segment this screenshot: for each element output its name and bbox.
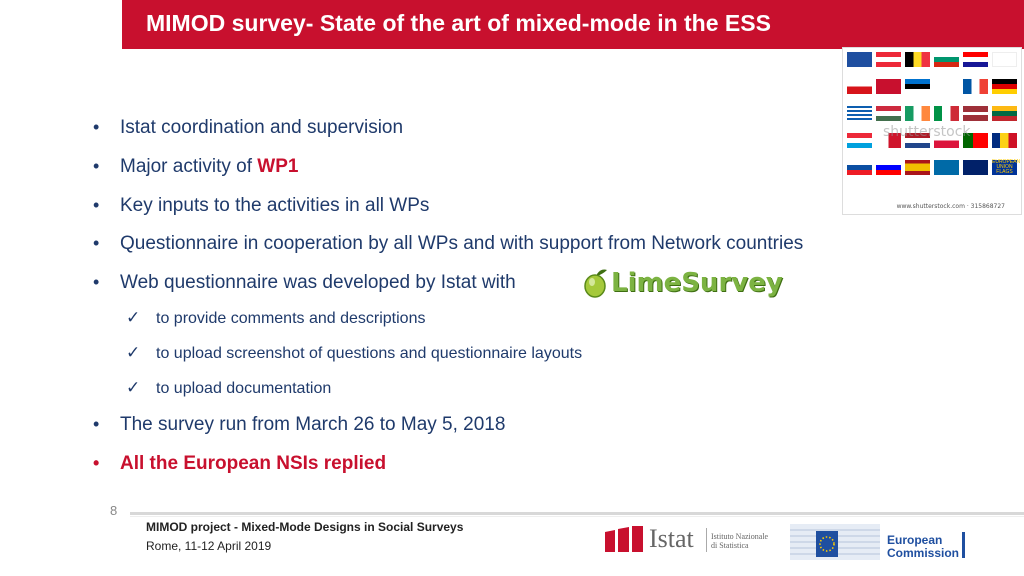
- bullet-dot: •: [93, 453, 100, 473]
- bullet-dot: •: [93, 233, 100, 253]
- flag-eu: [847, 52, 872, 67]
- flag-spain: [905, 160, 930, 175]
- istat-institute: [711, 532, 768, 550]
- flag-germany: [992, 79, 1017, 94]
- flag-slovenia: [876, 160, 901, 175]
- ec-name: [887, 534, 959, 560]
- flag-eu-label: [992, 159, 1021, 175]
- checkmark-icon: ✓: [126, 308, 141, 328]
- bullet-dot: •: [93, 272, 100, 292]
- eu-flag-icon: [816, 531, 838, 557]
- bullet-text: Web questionnaire was developed by Istat with: [120, 272, 516, 293]
- flag-lithuania: [992, 106, 1017, 121]
- bullet-text: All the European NSIs replied: [120, 453, 387, 474]
- footer-project: MIMOD project - Mixed-Mode Designs in Social Surveys: [146, 520, 464, 534]
- ec-accent-bar: [962, 532, 965, 558]
- flag-france: [963, 79, 988, 94]
- flag-denmark: [876, 79, 901, 94]
- footer-divider: [130, 512, 1024, 515]
- eu-stars-icon: [816, 531, 838, 557]
- checkmark-icon: ✓: [126, 378, 141, 398]
- bullet-dot: •: [93, 117, 100, 137]
- flag-ireland: [905, 106, 930, 121]
- flag-austria: [876, 52, 901, 67]
- ec-line2: Commission: [887, 546, 960, 560]
- bullet-dot: •: [93, 414, 100, 434]
- footer-place-date: Rome, 11-12 April 2019: [146, 539, 272, 553]
- european-commission-logo: [790, 516, 970, 560]
- flag-romania: [992, 133, 1017, 148]
- flag-cyprus: [992, 52, 1017, 67]
- flags-caption: www.shutterstock.com · 315868727: [896, 203, 1005, 210]
- lime-icon: [583, 268, 611, 300]
- istat-institute-line1: Istituto Nazionale: [711, 532, 769, 541]
- flag-grid: [847, 52, 1021, 180]
- sub-bullet-text: to upload documentation: [156, 380, 332, 397]
- shutterstock-watermark: shutterstock: [883, 124, 971, 140]
- bullet-text: Questionnaire in cooperation by all WPs and with support from Network countries: [120, 233, 804, 254]
- flag-italy: [934, 106, 959, 121]
- eu-flags-image: [842, 47, 1022, 215]
- bullet-text-part: Major activity of: [120, 156, 258, 177]
- flag-luxembourg: [847, 133, 872, 148]
- flag-slovakia: [847, 160, 872, 175]
- sub-bullet-text: to provide comments and descriptions: [156, 310, 426, 327]
- bullet-dot: •: [93, 156, 100, 176]
- flag-latvia: [963, 106, 988, 121]
- flag-united-kingdom: [963, 160, 988, 175]
- checkmark-icon: ✓: [126, 343, 141, 363]
- title-bar: [122, 0, 1024, 49]
- page-number: 8: [110, 503, 118, 518]
- flag-bulgaria: [934, 52, 959, 67]
- flag-greece: [847, 106, 872, 121]
- istat-separator: [706, 528, 707, 552]
- istat-name: Istat: [649, 524, 694, 553]
- flag-finland: [934, 79, 959, 94]
- istat-logo: [605, 524, 775, 556]
- bullet-text: The survey run from March 26 to May 5, 2018: [120, 414, 506, 435]
- bullet-dot: •: [93, 195, 100, 215]
- flag-sweden: [934, 160, 959, 175]
- bullet-text: Key inputs to the activities in all WPs: [120, 195, 430, 216]
- limesurvey-logo-text: LimeSurvey: [611, 268, 783, 298]
- flag-estonia: [905, 79, 930, 94]
- ec-line1: European: [887, 533, 943, 547]
- flag-belgium: [905, 52, 930, 67]
- istat-institute-line2: di Statistica: [711, 541, 749, 550]
- eu-flags-label: EUROPEAN UNION FLAGS: [992, 159, 1021, 175]
- sub-bullet-text: to upload screenshot of questions and questionnaire layouts: [156, 345, 583, 362]
- slide-title: MIMOD survey- State of the art of mixed-mode in the ESS: [146, 10, 771, 36]
- wp1-highlight: WP1: [257, 156, 299, 177]
- bullet-text: [120, 156, 298, 178]
- bullet-text: Istat coordination and supervision: [120, 117, 404, 138]
- istat-mark-icon: [605, 526, 643, 552]
- flag-czech: [847, 79, 872, 94]
- limesurvey-logo: [583, 266, 783, 302]
- flag-croatia: [963, 52, 988, 67]
- flag-hungary: [876, 106, 901, 121]
